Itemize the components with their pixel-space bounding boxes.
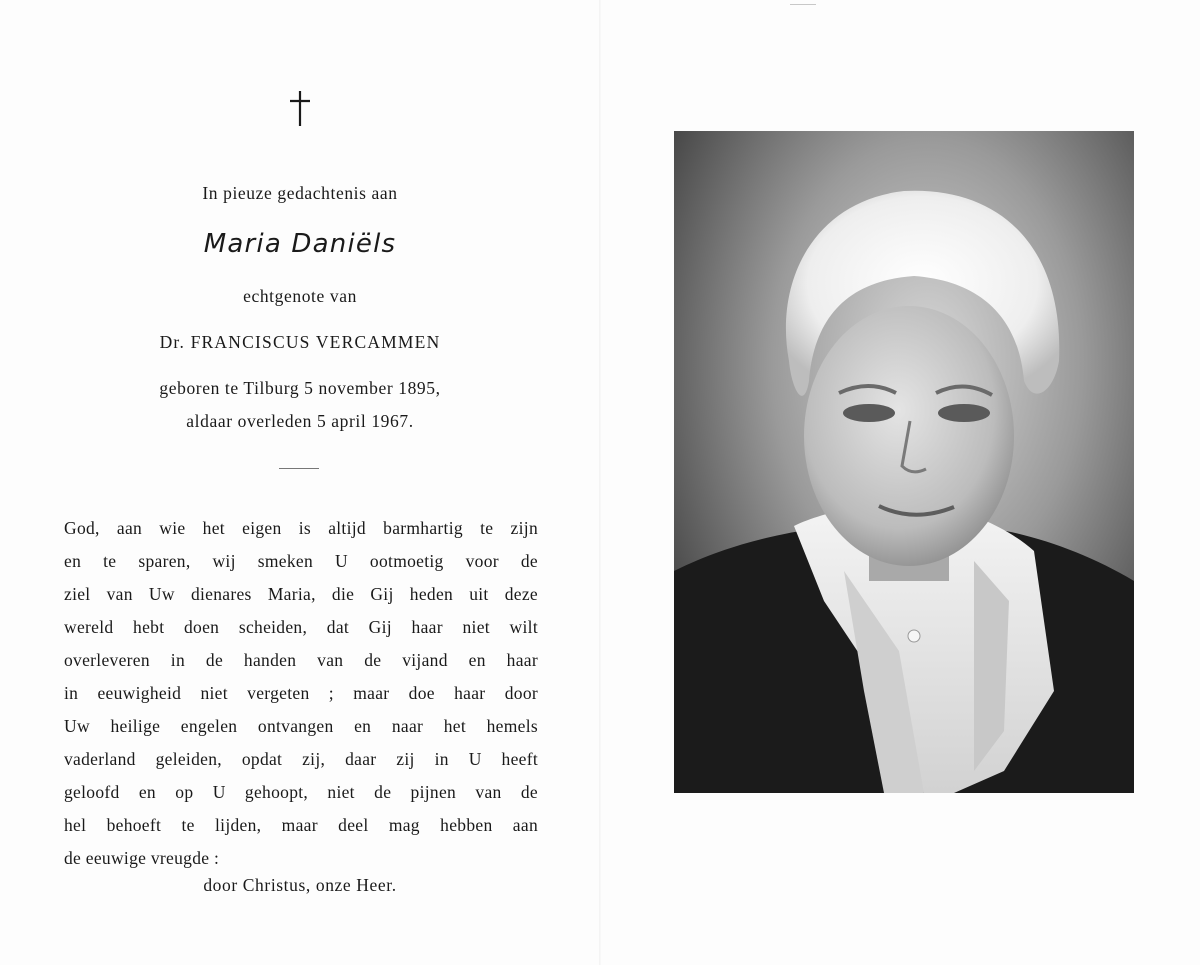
prayer-line: hel behoeft te lijden, maar deel mag hebben aan (64, 815, 538, 835)
prayer-line: de eeuwige vreugde : (64, 848, 220, 868)
prayer-line: in eeuwigheid niet vergeten ; maar doe haar door (64, 683, 538, 703)
prayer-line: wereld hebt doen scheiden, dat Gij haar niet wilt (64, 617, 538, 637)
cross-icon (286, 88, 314, 128)
prayer-line: vaderland geleiden, opdat zij, daar zij in U heeft (64, 749, 538, 769)
divider (279, 468, 319, 469)
deceased-name: Maria Daniëls (203, 229, 397, 259)
memorial-intro: In pieuze gedachtenis aan (202, 183, 398, 203)
prayer-text (64, 512, 538, 875)
portrait-photo-icon (674, 131, 1134, 793)
prayer-line: Uw heilige engelen ontvangen en naar het hemels (64, 716, 538, 736)
prayer-line: ziel van Uw dienares Maria, die Gij heden uit deze (64, 584, 538, 604)
scan-mark (790, 4, 816, 5)
prayer-line: en te sparen, wij smeken U ootmoetig voor de (64, 551, 538, 571)
birth-line: geboren te Tilburg 5 november 1895, (159, 378, 441, 398)
portrait-photo (674, 131, 1134, 793)
spouse-name: Dr. FRANCISCUS VERCAMMEN (159, 332, 441, 352)
spouse-label: echtgenote van (243, 286, 357, 306)
prayer-line: geloofd en op U gehoopt, niet de pijnen van de (64, 782, 538, 802)
prayer-line: God, aan wie het eigen is altijd barmhartig te zijn (64, 518, 538, 538)
death-line: aldaar overleden 5 april 1967. (186, 411, 414, 431)
prayer-closing: door Christus, onze Heer. (203, 875, 397, 895)
prayer-line: overleveren in de handen van de vijand en haar (64, 650, 538, 670)
